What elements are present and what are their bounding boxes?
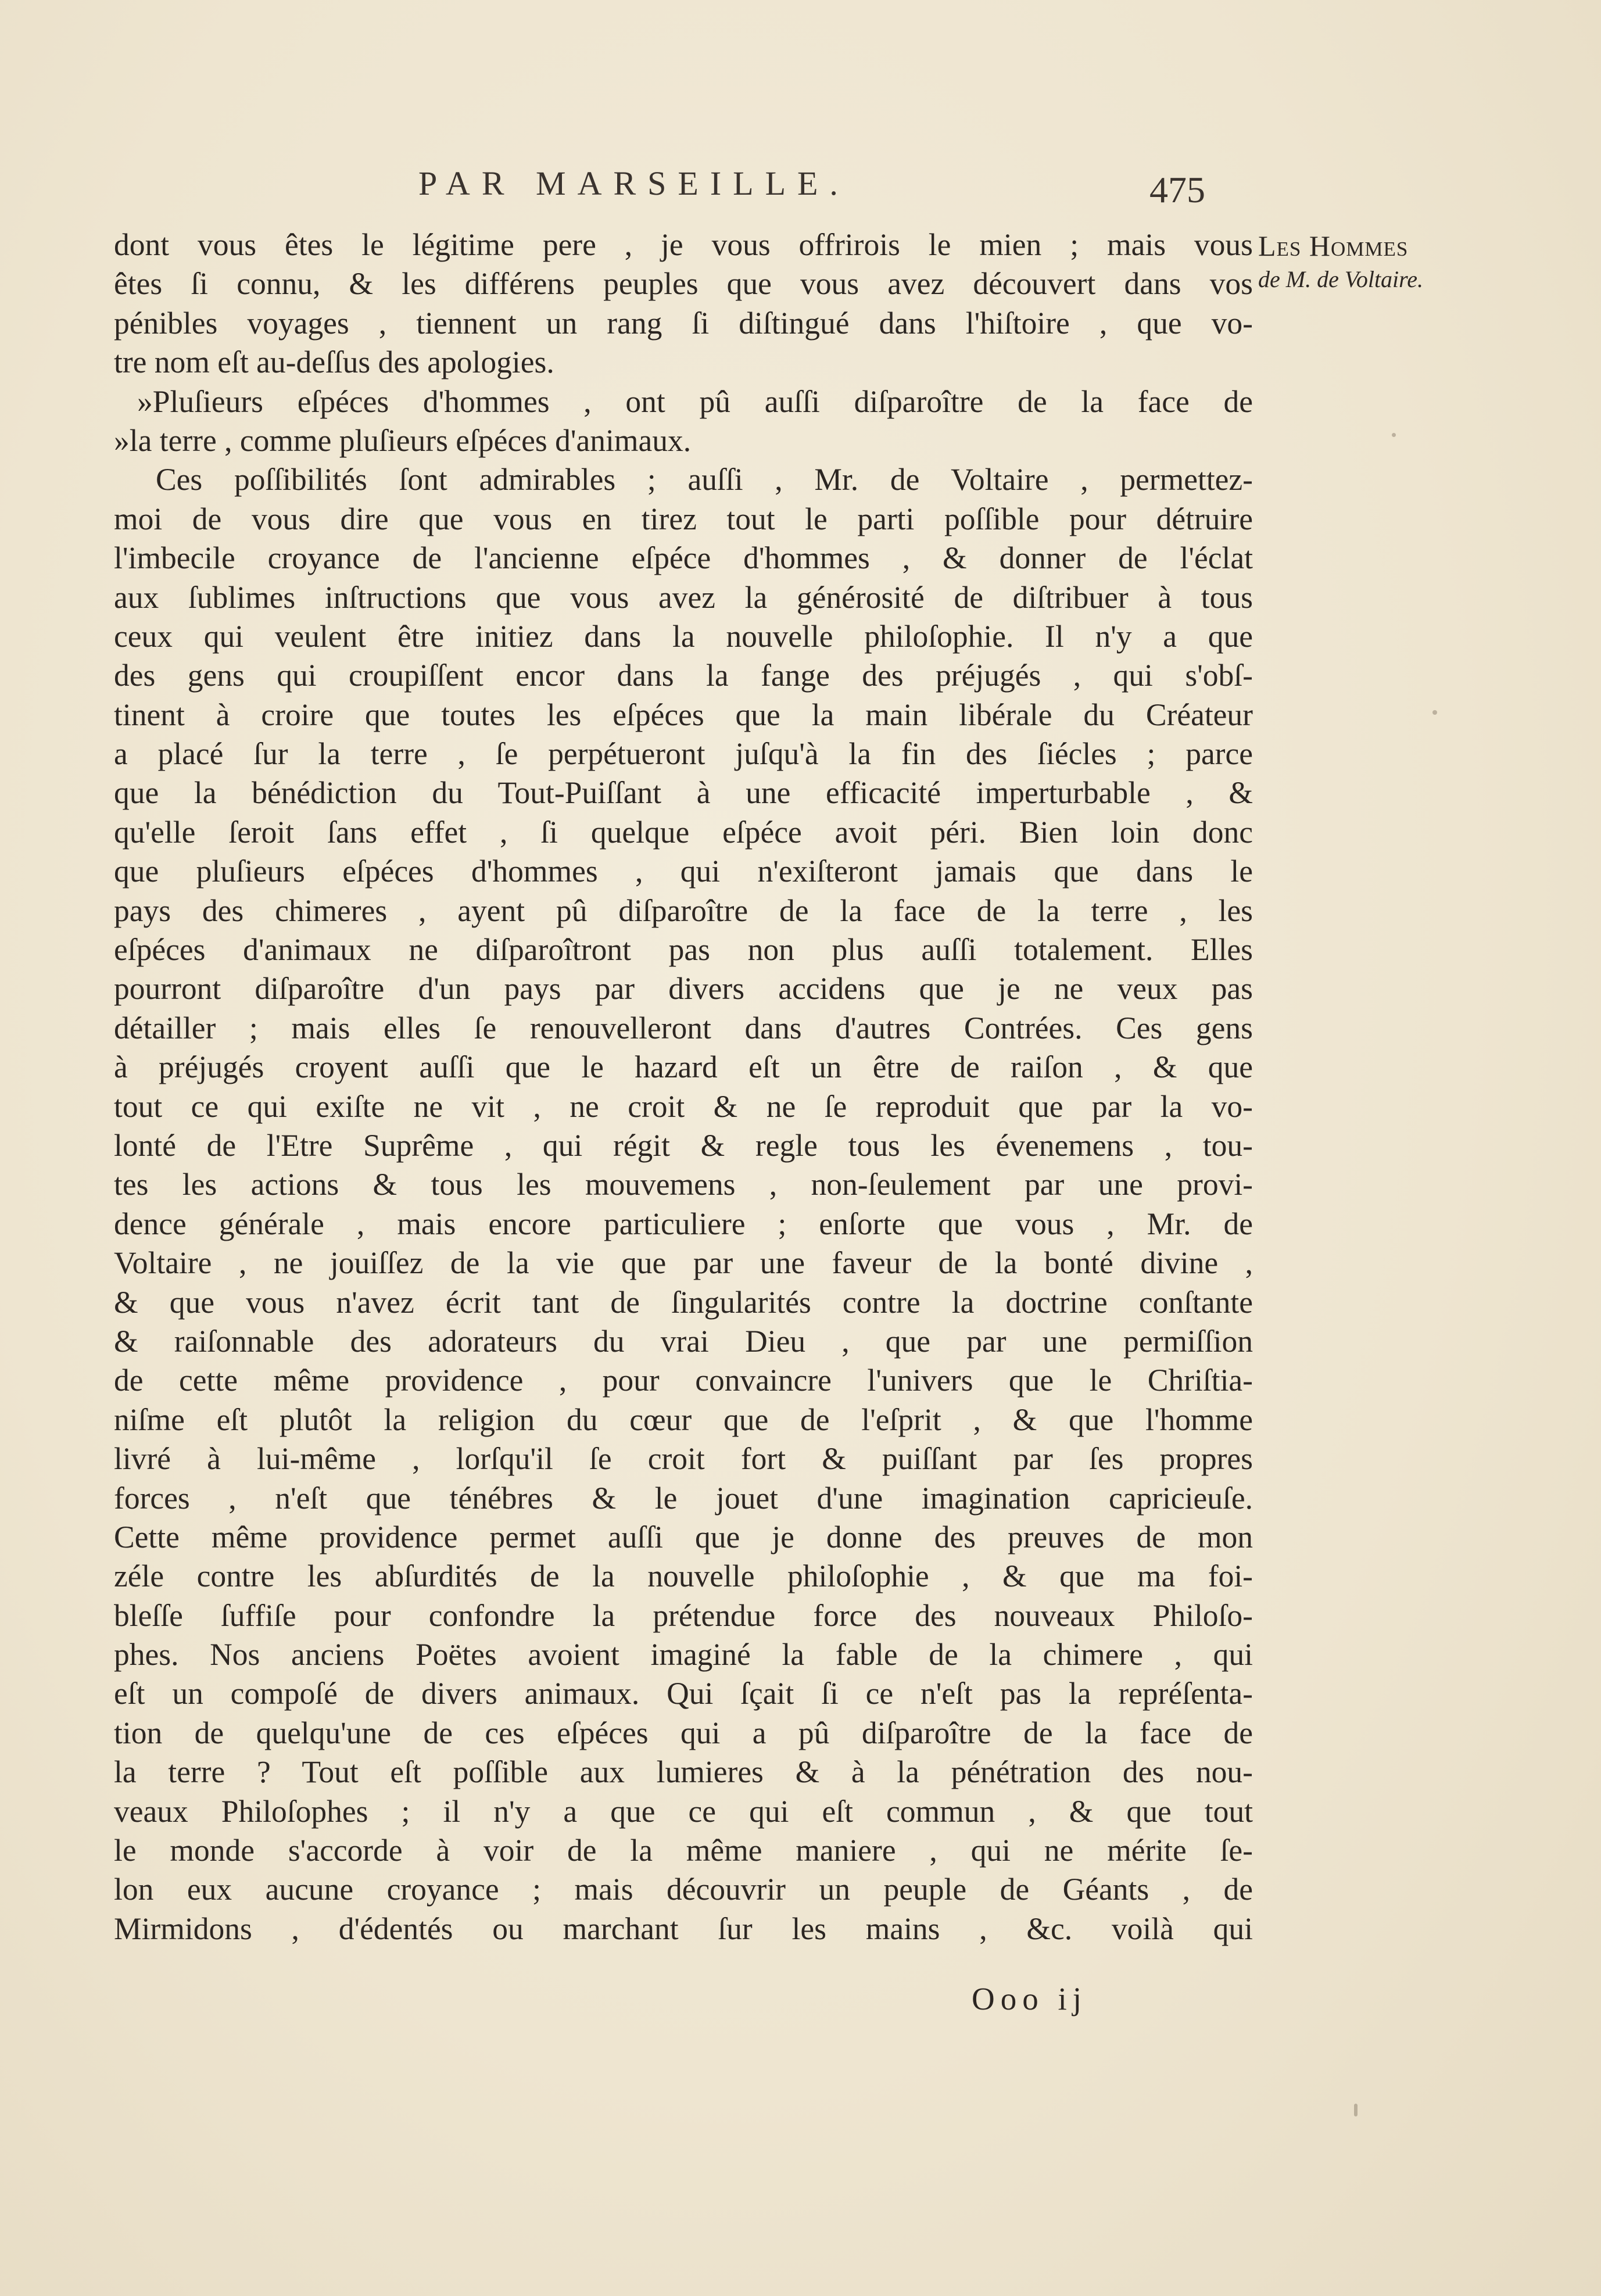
text-line: forces , n'eſt que ténébres & le jouet d'une imagination capricieuſe. — [114, 1480, 1253, 1516]
margin-note — [1258, 228, 1595, 295]
paper-speck — [1392, 433, 1396, 437]
text-line: aux ſublimes inſtructions que vous avez la générosité de diſtribuer à tous — [114, 579, 1253, 615]
text-line: lon eux aucune croyance ; mais découvrir un peuple de Géants , de — [114, 1872, 1253, 1907]
text-line: bleſſe ſuffiſe pour confondre la prétendue force des nouveaux Philoſo- — [114, 1597, 1253, 1633]
text-line: tinent à croire que toutes les eſpéces que la main libérale du Créateur — [114, 697, 1253, 732]
text-line: a placé ſur la terre , ſe perpétueront juſqu'à la fin des ſiécles ; parce — [114, 736, 1253, 772]
text-line: de cette même providence , pour convaincre l'univers que le Chriſtia- — [114, 1363, 1253, 1398]
text-line: l'imbecile croyance de l'ancienne eſpéce d'hommes , & donner de l'éclat — [114, 540, 1253, 576]
text-line: Ces poſſibilités ſont admirables ; auſſi , Mr. de Voltaire , permettez- — [156, 462, 1253, 497]
signature-mark: Ooo ij — [972, 1981, 1088, 2016]
page-number: 475 — [1149, 169, 1205, 210]
paper-speck — [1432, 710, 1437, 715]
text-line: »Pluſieurs eſpéces d'hommes , ont pû auſſi diſparoître de la face de — [137, 384, 1253, 419]
text-line: veaux Philoſophes ; il n'y a que ce qui eſt commun , & que tout — [114, 1793, 1253, 1829]
text-line: qu'elle ſeroit ſans effet , ſi quelque eſpéce avoit péri. Bien loin donc — [114, 814, 1253, 850]
text-line: & que vous n'avez écrit tant de ſingularités contre la doctrine conſtante — [114, 1284, 1253, 1320]
text-line: pénibles voyages , tiennent un rang ſi diſtingué dans l'hiſtoire , que vo- — [114, 305, 1253, 341]
text-line: que la bénédiction du Tout-Puiſſant à une efficacité imperturbable , & — [114, 775, 1253, 811]
text-line: que pluſieurs eſpéces d'hommes , qui n'exiſteront jamais que dans le — [114, 854, 1253, 889]
paper-speck — [1354, 2104, 1358, 2116]
text-line: dence générale , mais encore particuliere ; enſorte que vous , Mr. de — [114, 1206, 1253, 1241]
text-line: êtes ſi connu, & les différens peuples que vous avez découvert dans vos — [114, 266, 1253, 302]
text-line: moi de vous dire que vous en tirez tout le parti poſſible pour détruire — [114, 501, 1253, 536]
text-line: Mirmidons , d'édentés ou marchant ſur les mains , &c. voilà qui — [114, 1911, 1253, 1946]
text-line: la terre ? Tout eſt poſſible aux lumieres & à la pénétration des nou- — [114, 1754, 1253, 1790]
text-line: tre nom eſt au-deſſus des apologies. — [114, 345, 554, 380]
text-line: à préjugés croyent auſſi que le hazard eſt un être de raiſon , & que — [114, 1050, 1253, 1085]
text-line: détailler ; mais elles ſe renouvelleront dans d'autres Contrées. Ces gens — [114, 1010, 1253, 1045]
text-line: zéle contre les abſurdités de la nouvelle philoſophie , & que ma foi- — [114, 1559, 1253, 1594]
text-line: livré à lui-même , lorſqu'il ſe croit fort & puiſſant par ſes propres — [114, 1441, 1253, 1477]
text-line: des gens qui croupiſſent encor dans la fange des préjugés , qui s'obſ- — [114, 658, 1253, 693]
text-line: phes. Nos anciens Poëtes avoient imaginé la fable de la chimere , qui — [114, 1637, 1253, 1672]
text-line: ceux qui veulent être initiez dans la nouvelle philoſophie. Il n'y a que — [114, 618, 1253, 654]
margin-note-title: Les Hommes — [1258, 230, 1409, 262]
text-line: eſpéces d'animaux ne diſparoîtront pas non plus auſſi totalement. Elles — [114, 932, 1253, 968]
text-line: eſt un compoſé de divers animaux. Qui ſçait ſi ce n'eſt pas la repréſenta- — [114, 1676, 1253, 1711]
text-line: le monde s'accorde à voir de la même maniere , qui ne mérite ſe- — [114, 1833, 1253, 1868]
body-text — [114, 225, 1253, 1948]
text-line: »la terre , comme pluſieurs eſpéces d'animaux. — [114, 422, 692, 458]
text-line: tion de quelqu'une de ces eſpéces qui a pû diſparoître de la face de — [114, 1715, 1253, 1750]
text-line: niſme eſt plutôt la religion du cœur que de l'eſprit , & que l'homme — [114, 1402, 1253, 1437]
text-line: pays des chimeres , ayent pû diſparoître de la face de la terre , les — [114, 893, 1253, 928]
running-head: PAR MARSEILLE. — [418, 164, 850, 202]
text-line: & raiſonnable des adorateurs du vrai Dieu , que par une permiſſion — [114, 1323, 1253, 1359]
text-line: tes les actions & tous les mouvemens , non-ſeulement par une provi- — [114, 1167, 1253, 1202]
text-line: tout ce qui exiſte ne vit , ne croit & ne ſe reproduit que par la vo- — [114, 1088, 1253, 1124]
text-line: Voltaire , ne jouiſſez de la vie que par une faveur de la bonté divine , — [114, 1245, 1253, 1281]
margin-note-subtitle: de M. de Voltaire. — [1258, 266, 1424, 292]
text-line: dont vous êtes le légitime pere , je vous offrirois le mien ; mais vous — [114, 227, 1253, 262]
text-line: pourront diſparoître d'un pays par divers accidens que je ne veux pas — [114, 971, 1253, 1006]
text-line: Cette même providence permet auſſi que je donne des preuves de mon — [114, 1519, 1253, 1554]
text-line: lonté de l'Etre Suprême , qui régit & regle tous les évenemens , tou- — [114, 1127, 1253, 1163]
